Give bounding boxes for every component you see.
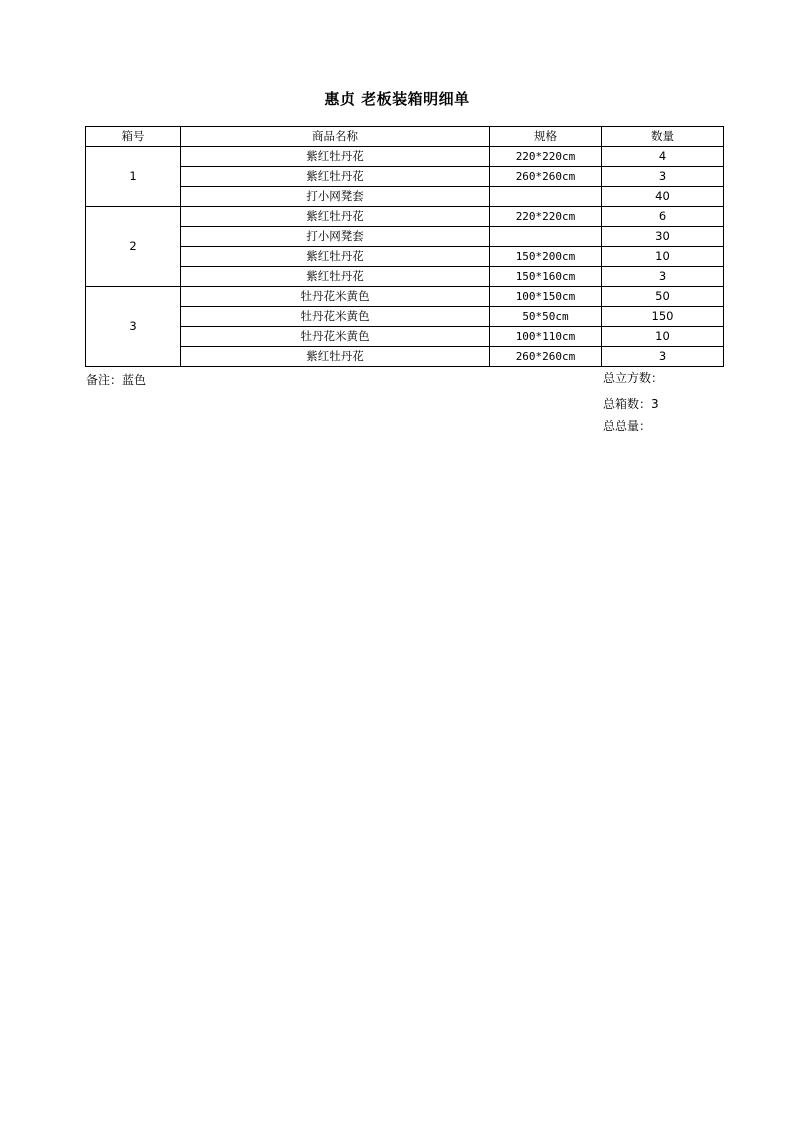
spec-cell	[490, 187, 602, 207]
product-cell: 紫红牡丹花	[181, 267, 490, 287]
table-row	[86, 207, 724, 227]
spec-cell: 260*260cm	[490, 347, 602, 367]
qty-cell: 3	[602, 347, 724, 367]
spec-cell: 220*220cm	[490, 207, 602, 227]
qty-cell: 30	[602, 227, 724, 247]
qty-cell: 10	[602, 327, 724, 347]
box-number-cell: 2	[86, 207, 181, 287]
total-boxes-label: 总箱数：3	[603, 397, 659, 411]
table-row	[86, 227, 724, 247]
qty-cell: 10	[602, 247, 724, 267]
product-cell: 牡丹花米黄色	[181, 307, 490, 327]
table-row	[86, 307, 724, 327]
spec-cell: 150*200cm	[490, 247, 602, 267]
qty-cell: 3	[602, 167, 724, 187]
table-row	[86, 167, 724, 187]
header-spec: 规格	[490, 127, 602, 147]
spec-cell: 100*110cm	[490, 327, 602, 347]
product-cell: 紫红牡丹花	[181, 247, 490, 267]
spec-cell: 100*150cm	[490, 287, 602, 307]
product-cell: 牡丹花米黄色	[181, 287, 490, 307]
product-cell: 打小网凳套	[181, 227, 490, 247]
product-cell: 打小网凳套	[181, 187, 490, 207]
table-row	[86, 287, 724, 307]
table-header-row	[86, 127, 724, 147]
product-cell: 紫红牡丹花	[181, 147, 490, 167]
qty-cell: 150	[602, 307, 724, 327]
total-weight-label: 总总量：	[603, 419, 652, 433]
table-row	[86, 247, 724, 267]
packing-table	[85, 126, 724, 367]
table-row	[86, 187, 724, 207]
qty-cell: 4	[602, 147, 724, 167]
header-product: 商品名称	[181, 127, 490, 147]
box-number-cell: 1	[86, 147, 181, 207]
spec-cell: 260*260cm	[490, 167, 602, 187]
header-qty: 数量	[602, 127, 724, 147]
spec-cell: 220*220cm	[490, 147, 602, 167]
spec-cell: 150*160cm	[490, 267, 602, 287]
qty-cell: 6	[602, 207, 724, 227]
spec-cell: 50*50cm	[490, 307, 602, 327]
product-cell: 牡丹花米黄色	[181, 327, 490, 347]
qty-cell: 40	[602, 187, 724, 207]
product-cell: 紫红牡丹花	[181, 207, 490, 227]
product-cell: 紫红牡丹花	[181, 347, 490, 367]
table-row	[86, 147, 724, 167]
product-cell: 紫红牡丹花	[181, 167, 490, 187]
qty-cell: 3	[602, 267, 724, 287]
page-title: 惠贞 老板装箱明细单	[324, 90, 470, 108]
table-row	[86, 267, 724, 287]
box-number-cell: 3	[86, 287, 181, 367]
header-box-no: 箱号	[86, 127, 181, 147]
spec-cell	[490, 227, 602, 247]
total-volume-label: 总立方数：	[603, 371, 664, 385]
table-row	[86, 327, 724, 347]
qty-cell: 50	[602, 287, 724, 307]
remark-note: 备注：蓝色	[86, 373, 147, 387]
table-row	[86, 347, 724, 367]
